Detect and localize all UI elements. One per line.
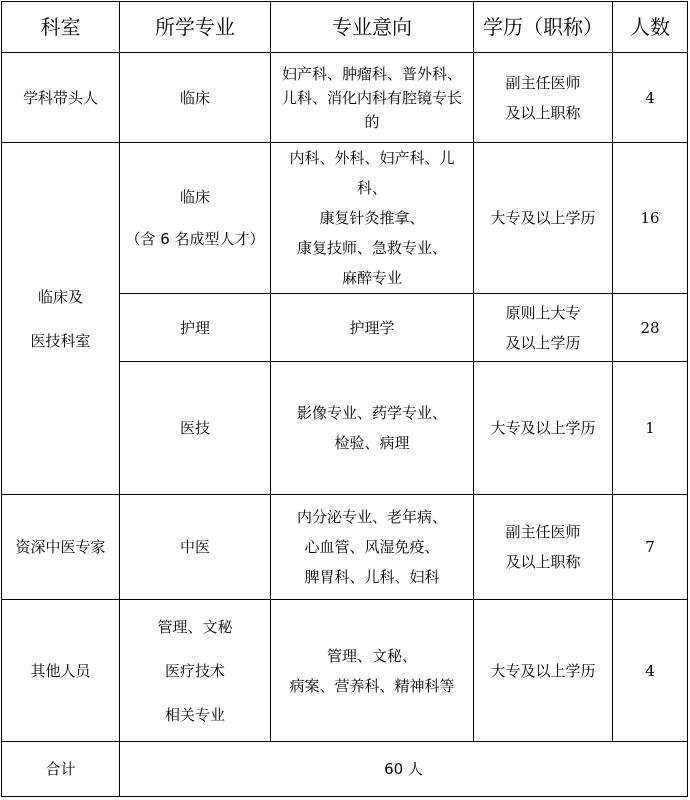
major-cell: 医技: [120, 362, 271, 495]
header-intent: 专业意向: [271, 2, 474, 53]
table-row: [2, 600, 688, 742]
intent-cell: [271, 53, 474, 143]
education-line: 副主任医师: [505, 73, 581, 92]
table-row: [2, 495, 688, 600]
dept-cell: 其他人员: [2, 600, 120, 742]
dept-cell: 资深中医专家: [2, 495, 120, 600]
major-line: 医疗技术: [164, 661, 225, 680]
major-cell: 中医: [120, 495, 271, 600]
education-line: 及以上学历: [505, 333, 581, 352]
education-cell: [474, 294, 613, 362]
major-cell: [120, 143, 271, 294]
count-cell: 7: [613, 495, 688, 600]
recruitment-table: [1, 1, 688, 797]
intent-cell: [271, 362, 474, 495]
table-row: [2, 143, 688, 294]
education-cell: [474, 495, 613, 600]
header-row: [2, 2, 688, 53]
education-line: 及以上职称: [505, 553, 581, 571]
intent-line: 病案、营养科、精神科等: [289, 676, 455, 695]
total-label: 合计: [2, 742, 120, 797]
intent-line: 妇产科、肿瘤科、普外科、: [281, 64, 462, 83]
education-line: 及以上职称: [505, 103, 581, 122]
intent-line: 脾胃科、儿科、妇科: [304, 568, 440, 586]
total-value: 60 人: [120, 742, 688, 797]
header-major: 所学专业: [120, 2, 271, 53]
education-cell: 大专及以上学历: [474, 362, 613, 495]
intent-line: 心血管、风湿免疫、: [304, 538, 440, 556]
intent-line: 检验、病理: [334, 434, 410, 452]
count-cell: 4: [613, 53, 688, 143]
intent-cell: [271, 495, 474, 600]
education-line: 副主任医师: [505, 523, 581, 541]
education-cell: [474, 53, 613, 143]
header-count: 人数: [613, 2, 688, 53]
intent-line: 麻醉专业: [341, 269, 402, 287]
intent-line: 内分泌专业、老年病、: [296, 508, 447, 526]
dept-cell: [2, 143, 120, 495]
major-line: 临床: [179, 188, 210, 206]
major-line: （含 6 名成型人才）: [125, 230, 265, 248]
total-row: [2, 742, 688, 797]
intent-cell: [271, 600, 474, 742]
intent-line: 的: [364, 112, 380, 131]
major-line: 管理、文秘: [157, 617, 233, 636]
major-line: 相关专业: [164, 705, 225, 724]
intent-cell: [271, 143, 474, 294]
intent-line: 影像专业、药学专业、: [296, 404, 447, 422]
major-cell: 临床: [120, 53, 271, 143]
dept-cell: 学科带头人: [2, 53, 120, 143]
header-dept: 科室: [2, 2, 120, 53]
education-line: 原则上大专: [505, 303, 581, 322]
count-cell: 1: [613, 362, 688, 495]
dept-line: 医技科室: [30, 331, 91, 350]
count-cell: 28: [613, 294, 688, 362]
intent-line: 内科、外科、妇产科、儿科、: [289, 149, 455, 197]
intent-cell: 护理学: [271, 294, 474, 362]
dept-line: 临床及: [37, 287, 83, 306]
major-cell: 护理: [120, 294, 271, 362]
header-education: 学历（职称）: [474, 2, 613, 53]
education-cell: 大专及以上学历: [474, 600, 613, 742]
intent-line: 康复针灸推拿、: [319, 209, 425, 227]
table-row: [2, 53, 688, 143]
intent-line: 管理、文秘、: [326, 646, 417, 665]
count-cell: 4: [613, 600, 688, 742]
intent-line: 康复技师、急救专业、: [296, 239, 447, 257]
major-cell: [120, 600, 271, 742]
education-cell: 大专及以上学历: [474, 143, 613, 294]
intent-line: 儿科、消化内科有腔镜专长: [281, 88, 462, 107]
count-cell: 16: [613, 143, 688, 294]
